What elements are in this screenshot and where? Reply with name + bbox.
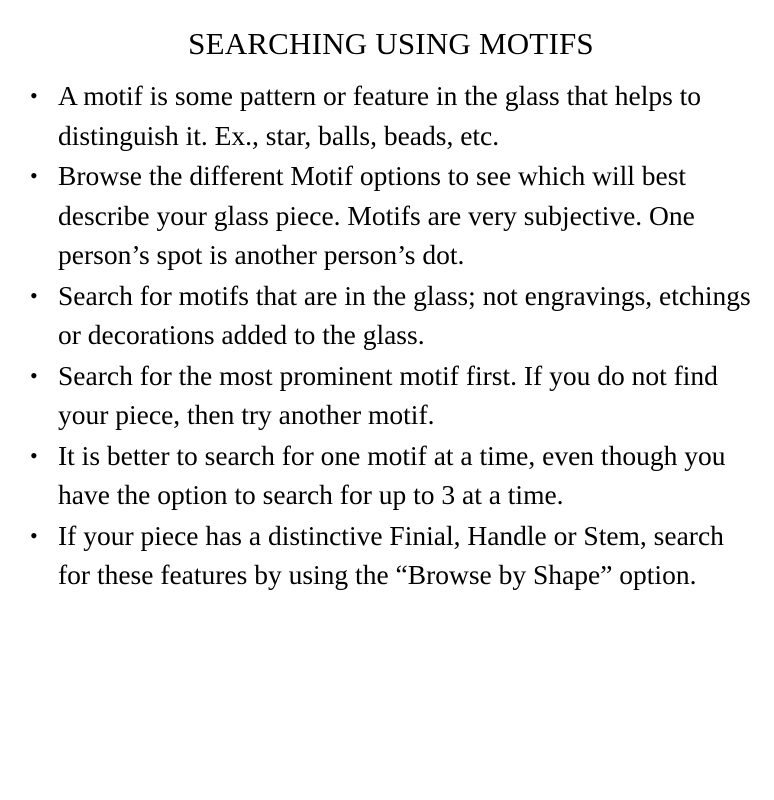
slide-title: SEARCHING USING MOTIFS [188,26,594,61]
bullet-icon: • [30,362,38,388]
bullet-icon: • [30,522,38,548]
bullet-icon: • [30,442,38,468]
bullet-text: It is better to search for one motif at a time, even though you have the option to search for up to 3 at a time. [58,439,726,510]
bullet-text: Search for the most prominent motif first. If you do not find your piece, then try another motif. [58,359,718,430]
bullet-list [28,76,754,595]
bullet-item [28,156,754,275]
bullet-item [28,76,754,155]
bullet-text: If your piece has a distinctive Finial, Handle or Stem, search for these features by using the “Browse by Shape” option. [58,519,724,590]
bullet-item [28,276,754,355]
bullet-icon: • [30,83,38,108]
bullet-item [28,356,754,435]
bullet-item [28,436,754,515]
bullet-icon: • [30,282,38,308]
bullet-text: A motif is some pattern or feature in the glass that helps to distinguish it. Ex., star, balls, beads, etc. [58,80,702,151]
bullet-text: Browse the different Motif options to see which will best describe your glass piece. Motifs are very subjective. One person’s spot is another person’s dot. [58,160,695,270]
bullet-icon: • [30,163,38,188]
bullet-text: Search for motifs that are in the glass; not engravings, etchings or decorations added to the glass. [58,279,751,350]
bullet-item [28,516,754,595]
